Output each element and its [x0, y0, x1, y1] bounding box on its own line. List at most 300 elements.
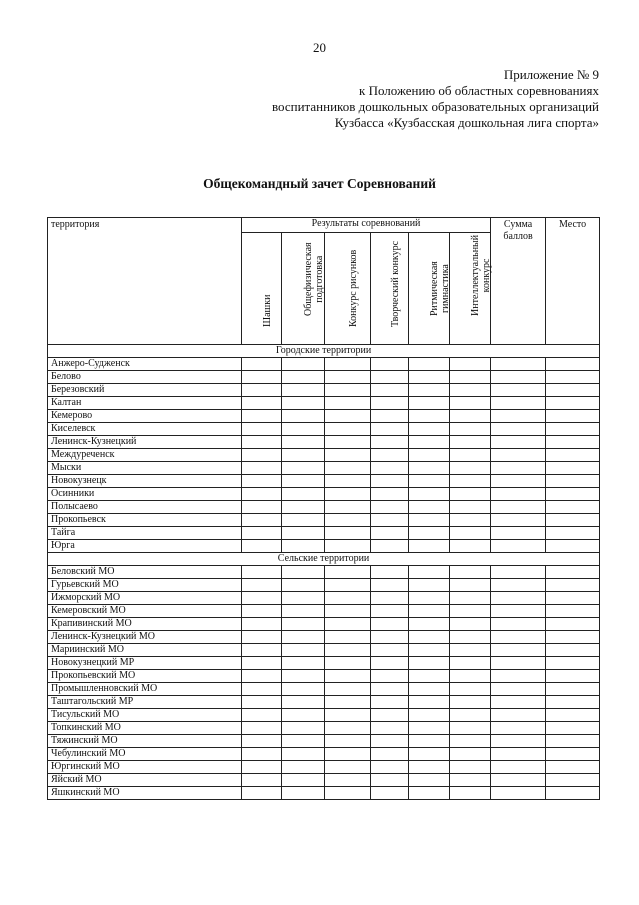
section-header-row [48, 553, 600, 566]
score-cell [409, 436, 450, 449]
score-cell [282, 501, 325, 514]
score-cell [371, 761, 409, 774]
score-cell [409, 670, 450, 683]
score-cell [491, 475, 546, 488]
score-cell [409, 748, 450, 761]
score-cell [371, 449, 409, 462]
territory-name: Анжеро-Судженск [48, 358, 242, 371]
score-cell [282, 579, 325, 592]
score-cell [491, 384, 546, 397]
document-title: Общекомандный зачет Соревнований [203, 176, 436, 191]
territory-name: Тисульский МО [48, 709, 242, 722]
score-cell [282, 436, 325, 449]
score-cell [409, 423, 450, 436]
score-cell [409, 501, 450, 514]
score-cell [546, 709, 600, 722]
score-cell [282, 670, 325, 683]
column-header-place: Место [546, 218, 600, 345]
score-cell [325, 371, 371, 384]
score-cell [371, 579, 409, 592]
appendix-line: Кузбасса «Кузбасская дошкольная лига спорта» [334, 115, 599, 130]
territory-name: Тайга [48, 527, 242, 540]
score-cell [409, 631, 450, 644]
table-row [48, 566, 600, 579]
score-cell [325, 462, 371, 475]
table-row [48, 670, 600, 683]
score-cell [491, 371, 546, 384]
score-cell [282, 371, 325, 384]
score-cell [325, 579, 371, 592]
score-cell [409, 605, 450, 618]
table-row [48, 709, 600, 722]
score-cell [371, 657, 409, 670]
score-cell [491, 449, 546, 462]
score-cell [546, 540, 600, 553]
score-cell [491, 436, 546, 449]
table-row [48, 488, 600, 501]
score-cell [546, 592, 600, 605]
score-cell [282, 787, 325, 800]
score-cell [491, 735, 546, 748]
results-column-header [242, 233, 282, 345]
score-cell [546, 579, 600, 592]
results-column-label [470, 235, 492, 316]
score-cell [450, 358, 491, 371]
score-cell [450, 696, 491, 709]
score-cell [371, 605, 409, 618]
table-row [48, 722, 600, 735]
score-cell [325, 449, 371, 462]
score-cell [325, 423, 371, 436]
territory-name: Юрга [48, 540, 242, 553]
score-cell [282, 683, 325, 696]
results-column-label-line: конкурс [481, 258, 493, 293]
table-row [48, 501, 600, 514]
score-cell [325, 670, 371, 683]
score-cell [546, 696, 600, 709]
score-cell [450, 540, 491, 553]
territory-name: Калтан [48, 397, 242, 410]
territory-name: Гурьевский МО [48, 579, 242, 592]
score-cell [242, 618, 282, 631]
score-cell [242, 709, 282, 722]
score-cell [325, 358, 371, 371]
score-cell [371, 709, 409, 722]
results-column-label-line: Конкурс рисунков [347, 249, 359, 327]
score-cell [282, 644, 325, 657]
table-row [48, 436, 600, 449]
results-column-header [450, 233, 491, 345]
territory-name: Мыски [48, 462, 242, 475]
score-cell [371, 488, 409, 501]
score-cell [409, 358, 450, 371]
score-cell [450, 787, 491, 800]
score-cell [409, 774, 450, 787]
results-column-label [262, 295, 273, 327]
score-cell [491, 592, 546, 605]
results-column-label [390, 241, 401, 327]
score-cell [282, 462, 325, 475]
score-cell [325, 592, 371, 605]
score-cell [325, 761, 371, 774]
column-header-territory: территория [48, 218, 242, 345]
territory-name: Крапивинский МО [48, 618, 242, 631]
score-cell [491, 423, 546, 436]
score-cell [409, 644, 450, 657]
score-cell [546, 488, 600, 501]
score-cell [371, 371, 409, 384]
score-cell [242, 605, 282, 618]
score-cell [546, 436, 600, 449]
score-cell [282, 397, 325, 410]
score-cell [242, 410, 282, 423]
territory-name: Кемерово [48, 410, 242, 423]
table-row [48, 397, 600, 410]
score-cell [242, 787, 282, 800]
table-row [48, 423, 600, 436]
score-cell [546, 605, 600, 618]
score-cell [371, 774, 409, 787]
score-cell [325, 722, 371, 735]
score-cell [491, 722, 546, 735]
table-row [48, 540, 600, 553]
score-cell [491, 787, 546, 800]
score-cell [409, 592, 450, 605]
table-row [48, 683, 600, 696]
score-cell [371, 787, 409, 800]
score-cell [450, 475, 491, 488]
score-cell [242, 423, 282, 436]
score-cell [371, 514, 409, 527]
territory-name: Полысаево [48, 501, 242, 514]
score-cell [242, 449, 282, 462]
territory-name: Междуреченск [48, 449, 242, 462]
column-header-results: Результаты соревнований [242, 218, 491, 233]
territory-name: Ленинск-Кузнецкий МО [48, 631, 242, 644]
territory-name: Березовский [48, 384, 242, 397]
score-cell [491, 696, 546, 709]
results-column-label-line: Творческий конкурс [389, 240, 401, 327]
results-column-label-line: подготовка [314, 255, 325, 303]
territory-name: Белово [48, 371, 242, 384]
score-cell [325, 566, 371, 579]
territory-name: Юргинский МО [48, 761, 242, 774]
score-cell [242, 384, 282, 397]
score-cell [546, 527, 600, 540]
score-cell [450, 514, 491, 527]
team-score-table [47, 217, 600, 800]
score-cell [450, 579, 491, 592]
results-column-label-line: Ритмическая [429, 261, 440, 316]
score-cell [450, 631, 491, 644]
score-cell [242, 735, 282, 748]
score-cell [242, 540, 282, 553]
results-column-label-line: Шашки [261, 294, 273, 327]
score-cell [546, 566, 600, 579]
score-cell [242, 488, 282, 501]
score-cell [242, 462, 282, 475]
results-column-header [371, 233, 409, 345]
table-row [48, 592, 600, 605]
score-cell [450, 384, 491, 397]
score-cell [242, 436, 282, 449]
score-cell [371, 397, 409, 410]
territory-name: Тяжинский МО [48, 735, 242, 748]
score-cell [491, 540, 546, 553]
score-cell [371, 748, 409, 761]
score-cell [450, 618, 491, 631]
score-cell [325, 514, 371, 527]
section-title: Сельские территории [48, 553, 600, 566]
score-cell [409, 371, 450, 384]
table-row [48, 631, 600, 644]
table-row [48, 371, 600, 384]
score-cell [450, 670, 491, 683]
results-column-label [429, 261, 451, 316]
territory-name: Промышленновский МО [48, 683, 242, 696]
territory-name: Таштагольский МР [48, 696, 242, 709]
score-cell [242, 527, 282, 540]
score-cell [546, 410, 600, 423]
appendix-line: Приложение № 9 [503, 67, 599, 82]
score-cell [325, 618, 371, 631]
score-cell [546, 423, 600, 436]
score-cell [282, 774, 325, 787]
score-cell [546, 631, 600, 644]
territory-name: Новокузнецк [48, 475, 242, 488]
score-cell [282, 657, 325, 670]
results-column-label-line: гимнастика [440, 264, 451, 314]
score-cell [450, 774, 491, 787]
score-cell [282, 722, 325, 735]
score-cell [325, 735, 371, 748]
score-cell [282, 514, 325, 527]
score-cell [491, 670, 546, 683]
score-cell [546, 735, 600, 748]
score-cell [409, 579, 450, 592]
score-cell [371, 631, 409, 644]
column-header-sum: Сумма баллов [491, 218, 546, 345]
score-cell [371, 722, 409, 735]
score-cell [242, 761, 282, 774]
page-number: 20 [313, 40, 326, 55]
score-cell [450, 371, 491, 384]
score-cell [242, 358, 282, 371]
score-cell [450, 566, 491, 579]
score-cell [450, 605, 491, 618]
territory-name: Новокузнецкий МР [48, 657, 242, 670]
score-cell [450, 657, 491, 670]
score-cell [409, 657, 450, 670]
score-cell [325, 787, 371, 800]
score-cell [371, 540, 409, 553]
score-cell [409, 618, 450, 631]
score-cell [282, 618, 325, 631]
score-cell [242, 592, 282, 605]
score-cell [242, 748, 282, 761]
appendix-header [272, 67, 599, 131]
score-cell [450, 761, 491, 774]
score-cell [242, 774, 282, 787]
score-cell [242, 696, 282, 709]
table-row [48, 644, 600, 657]
score-cell [371, 527, 409, 540]
score-cell [371, 592, 409, 605]
score-cell [409, 709, 450, 722]
score-cell [242, 644, 282, 657]
territory-name: Ижморский МО [48, 592, 242, 605]
score-cell [450, 722, 491, 735]
score-cell [546, 683, 600, 696]
score-cell [371, 423, 409, 436]
score-cell [242, 371, 282, 384]
score-cell [491, 488, 546, 501]
score-cell [371, 735, 409, 748]
score-cell [491, 748, 546, 761]
table-row [48, 384, 600, 397]
score-cell [371, 696, 409, 709]
score-cell [450, 748, 491, 761]
score-cell [325, 436, 371, 449]
score-cell [491, 618, 546, 631]
score-cell [491, 397, 546, 410]
score-cell [491, 527, 546, 540]
score-cell [491, 462, 546, 475]
score-cell [325, 774, 371, 787]
score-cell [325, 683, 371, 696]
score-cell [409, 397, 450, 410]
score-cell [450, 397, 491, 410]
score-cell [450, 592, 491, 605]
table-row [48, 735, 600, 748]
score-cell [546, 371, 600, 384]
score-cell [242, 475, 282, 488]
score-cell [409, 540, 450, 553]
score-cell [242, 501, 282, 514]
score-cell [491, 683, 546, 696]
score-cell [450, 735, 491, 748]
score-cell [546, 657, 600, 670]
score-cell [371, 670, 409, 683]
table-row [48, 605, 600, 618]
score-cell [546, 774, 600, 787]
score-cell [546, 475, 600, 488]
score-cell [491, 657, 546, 670]
territory-name: Ленинск-Кузнецкий [48, 436, 242, 449]
results-column-label-line: Интеллектуальный [470, 234, 482, 316]
territory-name: Осинники [48, 488, 242, 501]
score-cell [491, 579, 546, 592]
score-cell [242, 683, 282, 696]
score-cell [282, 449, 325, 462]
score-cell [325, 709, 371, 722]
results-column-label [348, 250, 359, 327]
score-cell [491, 566, 546, 579]
score-cell [325, 631, 371, 644]
score-cell [282, 488, 325, 501]
score-cell [242, 722, 282, 735]
table-row [48, 462, 600, 475]
results-column-label-line: Общефизическая [303, 242, 314, 316]
score-cell [282, 410, 325, 423]
score-cell [450, 462, 491, 475]
score-cell [450, 709, 491, 722]
score-cell [546, 514, 600, 527]
score-cell [546, 358, 600, 371]
score-cell [282, 696, 325, 709]
table-row [48, 527, 600, 540]
score-cell [546, 722, 600, 735]
score-cell [325, 397, 371, 410]
score-cell [371, 475, 409, 488]
score-cell [242, 670, 282, 683]
score-cell [371, 618, 409, 631]
territory-name: Прокопьевский МО [48, 670, 242, 683]
results-column-header [282, 233, 325, 345]
table-row [48, 774, 600, 787]
territory-name: Яшкинский МО [48, 787, 242, 800]
score-cell [325, 410, 371, 423]
score-cell [491, 501, 546, 514]
score-cell [325, 657, 371, 670]
territory-name: Мариинский МО [48, 644, 242, 657]
table-row [48, 579, 600, 592]
score-cell [409, 683, 450, 696]
score-cell [325, 748, 371, 761]
table-row [48, 514, 600, 527]
score-cell [371, 384, 409, 397]
score-cell [546, 384, 600, 397]
territory-name: Прокопьевск [48, 514, 242, 527]
table-body [48, 345, 600, 800]
appendix-line: воспитанников дошкольных образовательных организаций [272, 99, 599, 114]
score-cell [409, 410, 450, 423]
score-cell [282, 527, 325, 540]
score-cell [546, 787, 600, 800]
score-cell [450, 644, 491, 657]
score-cell [450, 449, 491, 462]
score-cell [450, 436, 491, 449]
score-cell [325, 488, 371, 501]
score-cell [242, 514, 282, 527]
score-cell [325, 384, 371, 397]
score-cell [409, 384, 450, 397]
territory-name: Кемеровский МО [48, 605, 242, 618]
score-cell [491, 605, 546, 618]
section-title: Городские территории [48, 345, 600, 358]
score-cell [325, 605, 371, 618]
score-cell [282, 709, 325, 722]
score-cell [325, 501, 371, 514]
score-cell [546, 449, 600, 462]
score-cell [371, 358, 409, 371]
score-cell [282, 631, 325, 644]
table-row [48, 787, 600, 800]
score-cell [409, 488, 450, 501]
score-cell [491, 514, 546, 527]
score-cell [450, 423, 491, 436]
score-cell [282, 384, 325, 397]
score-cell [491, 709, 546, 722]
score-cell [242, 631, 282, 644]
score-cell [546, 618, 600, 631]
score-cell [546, 462, 600, 475]
score-cell [242, 566, 282, 579]
table-row [48, 449, 600, 462]
score-cell [409, 514, 450, 527]
appendix-line: к Положению об областных соревнованиях [359, 83, 599, 98]
score-cell [282, 592, 325, 605]
